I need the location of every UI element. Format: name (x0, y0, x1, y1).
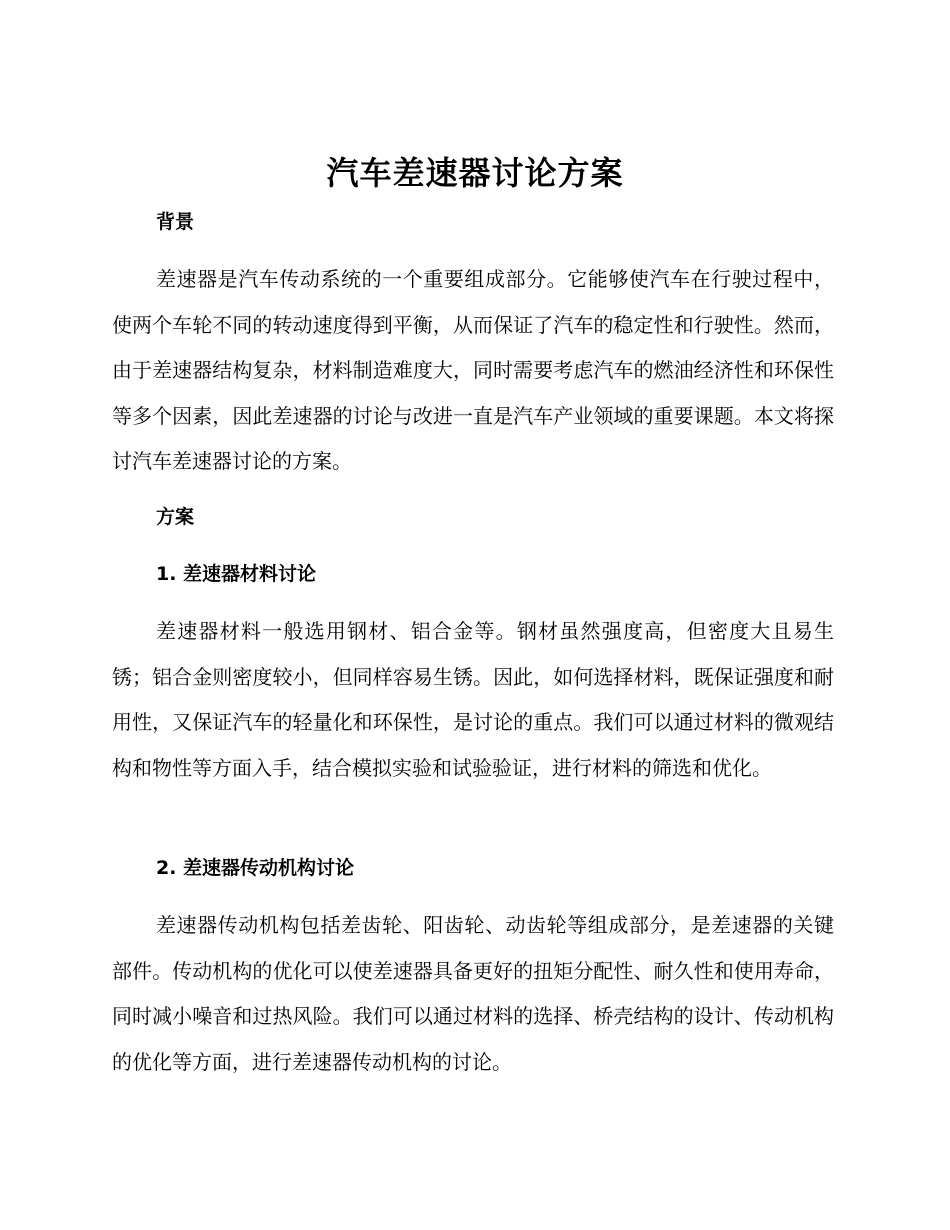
subsection-heading-material: 1. 差速器材料讨论 (156, 563, 317, 585)
section-heading-plan: 方案 (156, 506, 195, 528)
section-heading-background: 背景 (156, 211, 195, 233)
document-title: 汽车差速器讨论方案 (326, 154, 624, 192)
paragraph-material: 差速器材料一般选用钢材、铝合金等。钢材虽然强度高，但密度大且易生锈；铝合金则密度较小，但同样容易生锈。因此，如何选择材料，既保证强度和耐用性，又保证汽车的轻量化和环保性，是讨论的重点。我们可以通过材料的微观结构和物性等方面入手，结合模拟实验和试验验证，进行材料的筛选和优化。 (112, 619, 834, 780)
paragraph-transmission: 差速器传动机构包括差齿轮、阳齿轮、动齿轮等组成部分，是差速器的关键部件。传动机构的优化可以使差速器具备更好的扭矩分配性、耐久性和使用寿命，同时减小噪音和过热风险。我们可以通过材料的选择、桥壳结构的设计、传动机构的优化等方面，进行差速器传动机构的讨论。 (112, 913, 834, 1074)
paragraph-background: 差速器是汽车传动系统的一个重要组成部分。它能够使汽车在行驶过程中，使两个车轮不同的转动速度得到平衡，从而保证了汽车的稳定性和行驶性。然而，由于差速器结构复杂，材料制造难度大，同时需要考虑汽车的燃油经济性和环保性等多个因素，因此差速器的讨论与改进一直是汽车产业领域的重要课题。本文将探讨汽车差速器讨论的方案。 (112, 267, 834, 473)
subsection-heading-transmission: 2. 差速器传动机构讨论 (156, 857, 355, 879)
